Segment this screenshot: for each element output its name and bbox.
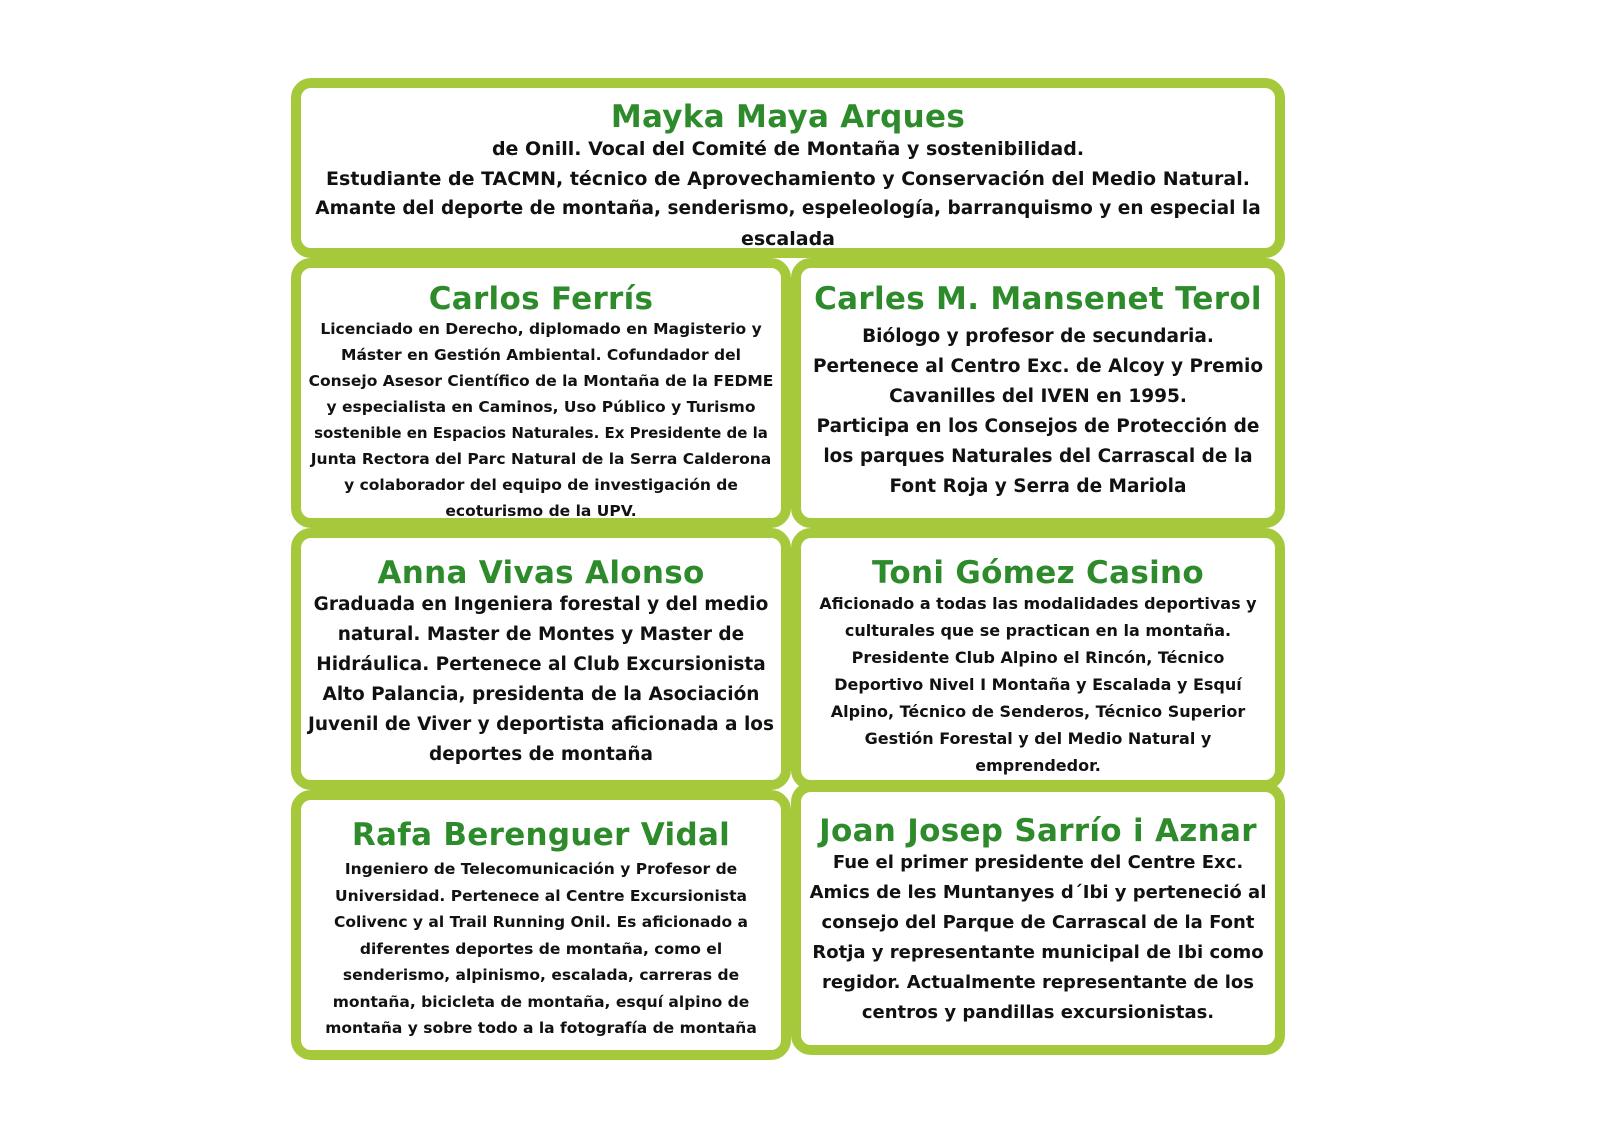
bio-line: Fue el primer presidente del Centre Exc. bbox=[832, 852, 1244, 874]
member-name: Mayka Maya Arques bbox=[610, 99, 966, 135]
bio-line: Gestión Forestal y del Medio Natural y bbox=[864, 729, 1212, 749]
bio-line: Estudiante de TACMN, técnico de Aprovechamiento y Conservación del Medio Natural. bbox=[326, 168, 1250, 191]
bio-line: Presidente Club Alpino el Rincón, Técnico bbox=[851, 648, 1225, 668]
bio-line: Licenciado en Derecho, diplomado en Magisterio y bbox=[320, 320, 762, 339]
member-card-joan-josep-sarrio-i-aznar bbox=[791, 782, 1285, 1055]
member-name: Carlos Ferrís bbox=[428, 281, 654, 317]
bio-line: escalada bbox=[740, 228, 836, 251]
bio-line: Font Roja y Serra de Mariola bbox=[889, 476, 1187, 498]
member-bio bbox=[301, 316, 781, 524]
bio-line: regidor. Actualmente representante de los bbox=[821, 972, 1255, 994]
bio-line: los parques Naturales del Carrascal de la bbox=[823, 446, 1253, 468]
member-bio bbox=[801, 848, 1275, 1028]
bio-line: Aficionado a todas las modalidades deportivas y bbox=[819, 594, 1257, 614]
bio-line: Ingeniero de Telecomunicación y Profesor de bbox=[344, 860, 738, 879]
bio-line: Alto Palancia, presidenta de la Asociación bbox=[322, 684, 760, 706]
member-bio bbox=[301, 856, 781, 1042]
bio-line: montaña, bicicleta de montaña, esquí alpino de bbox=[332, 992, 750, 1011]
bio-line: sostenible en Espacios Naturales. Ex Presidente de la bbox=[314, 424, 768, 443]
member-name: Toni Gómez Casino bbox=[872, 555, 1204, 591]
bio-line: Amante del deporte de montaña, senderismo, espeleología, barranquismo y en especial la bbox=[315, 198, 1261, 220]
member-bio bbox=[301, 590, 781, 770]
member-card-carlos-ferris bbox=[291, 258, 791, 528]
member-name: Rafa Berenguer Vidal bbox=[351, 817, 731, 853]
bio-line: Graduada en Ingeniera forestal y del medio bbox=[313, 594, 769, 616]
bio-line: ecoturismo de la UPV. bbox=[445, 502, 637, 521]
bio-line: Pertenece al Centro Exc. de Alcoy y Premio bbox=[812, 356, 1264, 378]
bio-line: Participa en los Consejos de Protección de bbox=[816, 416, 1260, 438]
bio-line: centros y pandillas excursionistas. bbox=[861, 1002, 1215, 1024]
bio-line: culturales que se practican en la montaña. bbox=[844, 621, 1232, 641]
bio-line: Colivenc y al Trail Running Onil. Es aficionado a bbox=[334, 913, 748, 932]
bio-line: Universidad. Pertenece al Centre Excursionista bbox=[335, 886, 747, 905]
bio-line: montaña y sobre todo a la fotografía de montaña bbox=[325, 1019, 757, 1038]
bio-line: natural. Master de Montes y Master de bbox=[337, 624, 745, 646]
bio-line: Hidráulica. Pertenece al Club Excursionista bbox=[316, 654, 766, 676]
bio-line: Cavanilles del IVEN en 1995. bbox=[889, 386, 1187, 408]
member-bio bbox=[801, 322, 1275, 502]
member-card-carles-mansenet-terol bbox=[791, 258, 1285, 528]
member-bio bbox=[801, 590, 1275, 779]
member-name: Anna Vivas Alonso bbox=[377, 555, 705, 591]
member-name: Carles M. Mansenet Terol bbox=[814, 281, 1262, 317]
bio-line: Alpino, Técnico de Senderos, Técnico Superior bbox=[830, 702, 1246, 722]
bio-line: emprendedor. bbox=[975, 756, 1101, 776]
bio-line: Rotja y representante municipal de Ibi como bbox=[812, 942, 1264, 964]
member-card-mayka-maya-arques bbox=[291, 78, 1285, 258]
bio-line: diferentes deportes de montaña, como el bbox=[359, 939, 723, 958]
bio-line: deportes de montaña bbox=[428, 744, 654, 766]
bio-line: Deportivo Nivel I Montaña y Escalada y Esquí bbox=[834, 675, 1242, 695]
bio-line: Junta Rectora del Parc Natural de la Serra Calderona bbox=[310, 450, 772, 469]
bio-line: Consejo Asesor Científico de la Montaña de la FEDME bbox=[308, 372, 774, 391]
bio-line: y colaborador del equipo de investigación de bbox=[344, 476, 738, 495]
bio-line: consejo del Parque de Carrascal de la Font bbox=[821, 912, 1255, 934]
member-card-toni-gomez-casino bbox=[791, 528, 1285, 790]
bio-line: y especialista en Caminos, Uso Público y Turismo bbox=[326, 398, 756, 417]
member-card-rafa-berenguer-vidal bbox=[291, 790, 791, 1060]
bio-line: Amics de les Muntanyes d´Ibi y perteneció al bbox=[809, 882, 1267, 904]
bio-line: Máster en Gestión Ambiental. Cofundador del bbox=[341, 346, 741, 365]
member-bio bbox=[301, 134, 1275, 254]
member-name: Joan Josep Sarrío i Aznar bbox=[819, 813, 1257, 849]
bio-line: Juvenil de Viver y deportista aficionada a los bbox=[307, 714, 775, 736]
bio-line: senderismo, alpinismo, escalada, carreras de bbox=[342, 966, 740, 985]
bio-line: Biólogo y profesor de secundaria. bbox=[862, 326, 1214, 348]
bio-line: de Onill. Vocal del Comité de Montaña y sostenibilidad. bbox=[491, 138, 1085, 161]
member-card-anna-vivas-alonso bbox=[291, 528, 791, 790]
